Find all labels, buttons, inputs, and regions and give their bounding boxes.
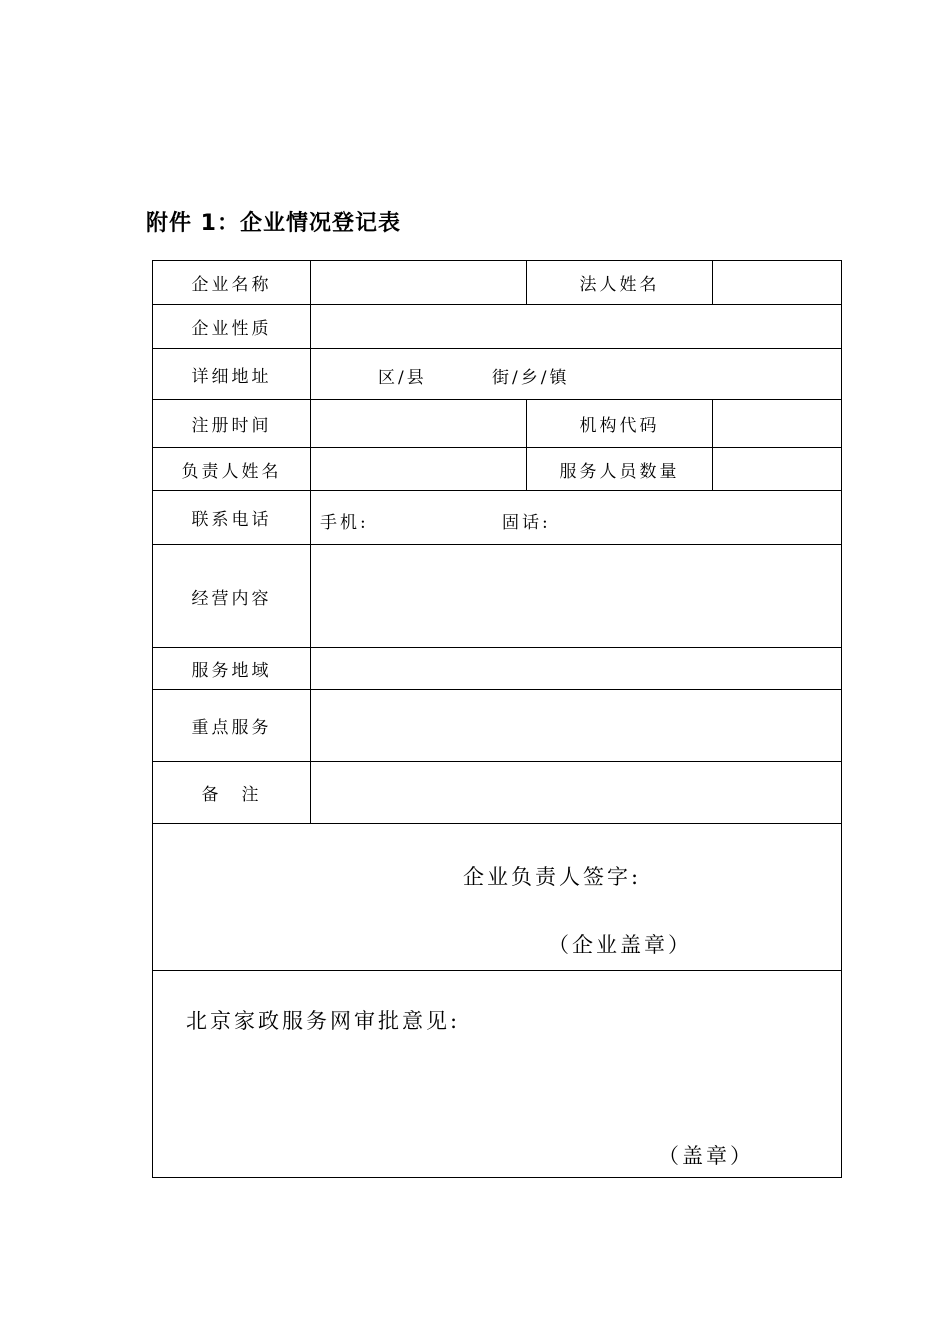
business-scope-label: 经营内容	[191, 588, 272, 609]
company-seal-text: （企业盖章）	[548, 933, 692, 957]
approval-label: 北京家政服务网审批意见:	[186, 1009, 461, 1033]
landline-label: 固话:	[502, 513, 551, 533]
company-nature-field[interactable]	[311, 305, 841, 348]
staff-count-label: 服务人员数量	[559, 461, 680, 482]
company-nature-label: 企业性质	[191, 319, 272, 339]
service-area-label: 服务地域	[191, 661, 272, 681]
contact-phone-label: 联系电话	[191, 510, 272, 530]
address-label: 详细地址	[191, 366, 272, 387]
row-divider	[153, 823, 841, 824]
legal-person-label: 法人姓名	[579, 275, 660, 295]
org-code-label: 机构代码	[579, 416, 660, 436]
org-code-field[interactable]	[713, 400, 841, 447]
registration-form	[152, 260, 842, 1178]
service-area-field[interactable]	[311, 648, 841, 689]
key-services-field[interactable]	[311, 690, 841, 761]
signature-label: 企业负责人签字:	[463, 865, 642, 889]
manager-name-label: 负责人姓名	[181, 461, 282, 482]
registration-time-field[interactable]	[311, 400, 526, 447]
remarks-label: 备 注	[201, 785, 262, 805]
staff-count-field[interactable]	[713, 448, 841, 490]
business-scope-field[interactable]	[311, 545, 841, 647]
legal-person-field[interactable]	[713, 261, 841, 304]
mobile-label: 手机:	[320, 513, 369, 533]
district-text: 区/县	[378, 368, 427, 388]
approval-seal-text: （盖章）	[658, 1144, 754, 1168]
company-name-field[interactable]	[311, 261, 526, 304]
street-text: 街/乡/镇	[492, 368, 570, 388]
key-services-label: 重点服务	[191, 718, 272, 738]
manager-name-field[interactable]	[311, 448, 526, 490]
company-name-label: 企业名称	[191, 275, 272, 295]
row-divider	[153, 970, 841, 971]
document-title: 附件 1：企业情况登记表	[146, 211, 401, 236]
registration-time-label: 注册时间	[191, 416, 272, 436]
remarks-field[interactable]	[311, 762, 841, 823]
